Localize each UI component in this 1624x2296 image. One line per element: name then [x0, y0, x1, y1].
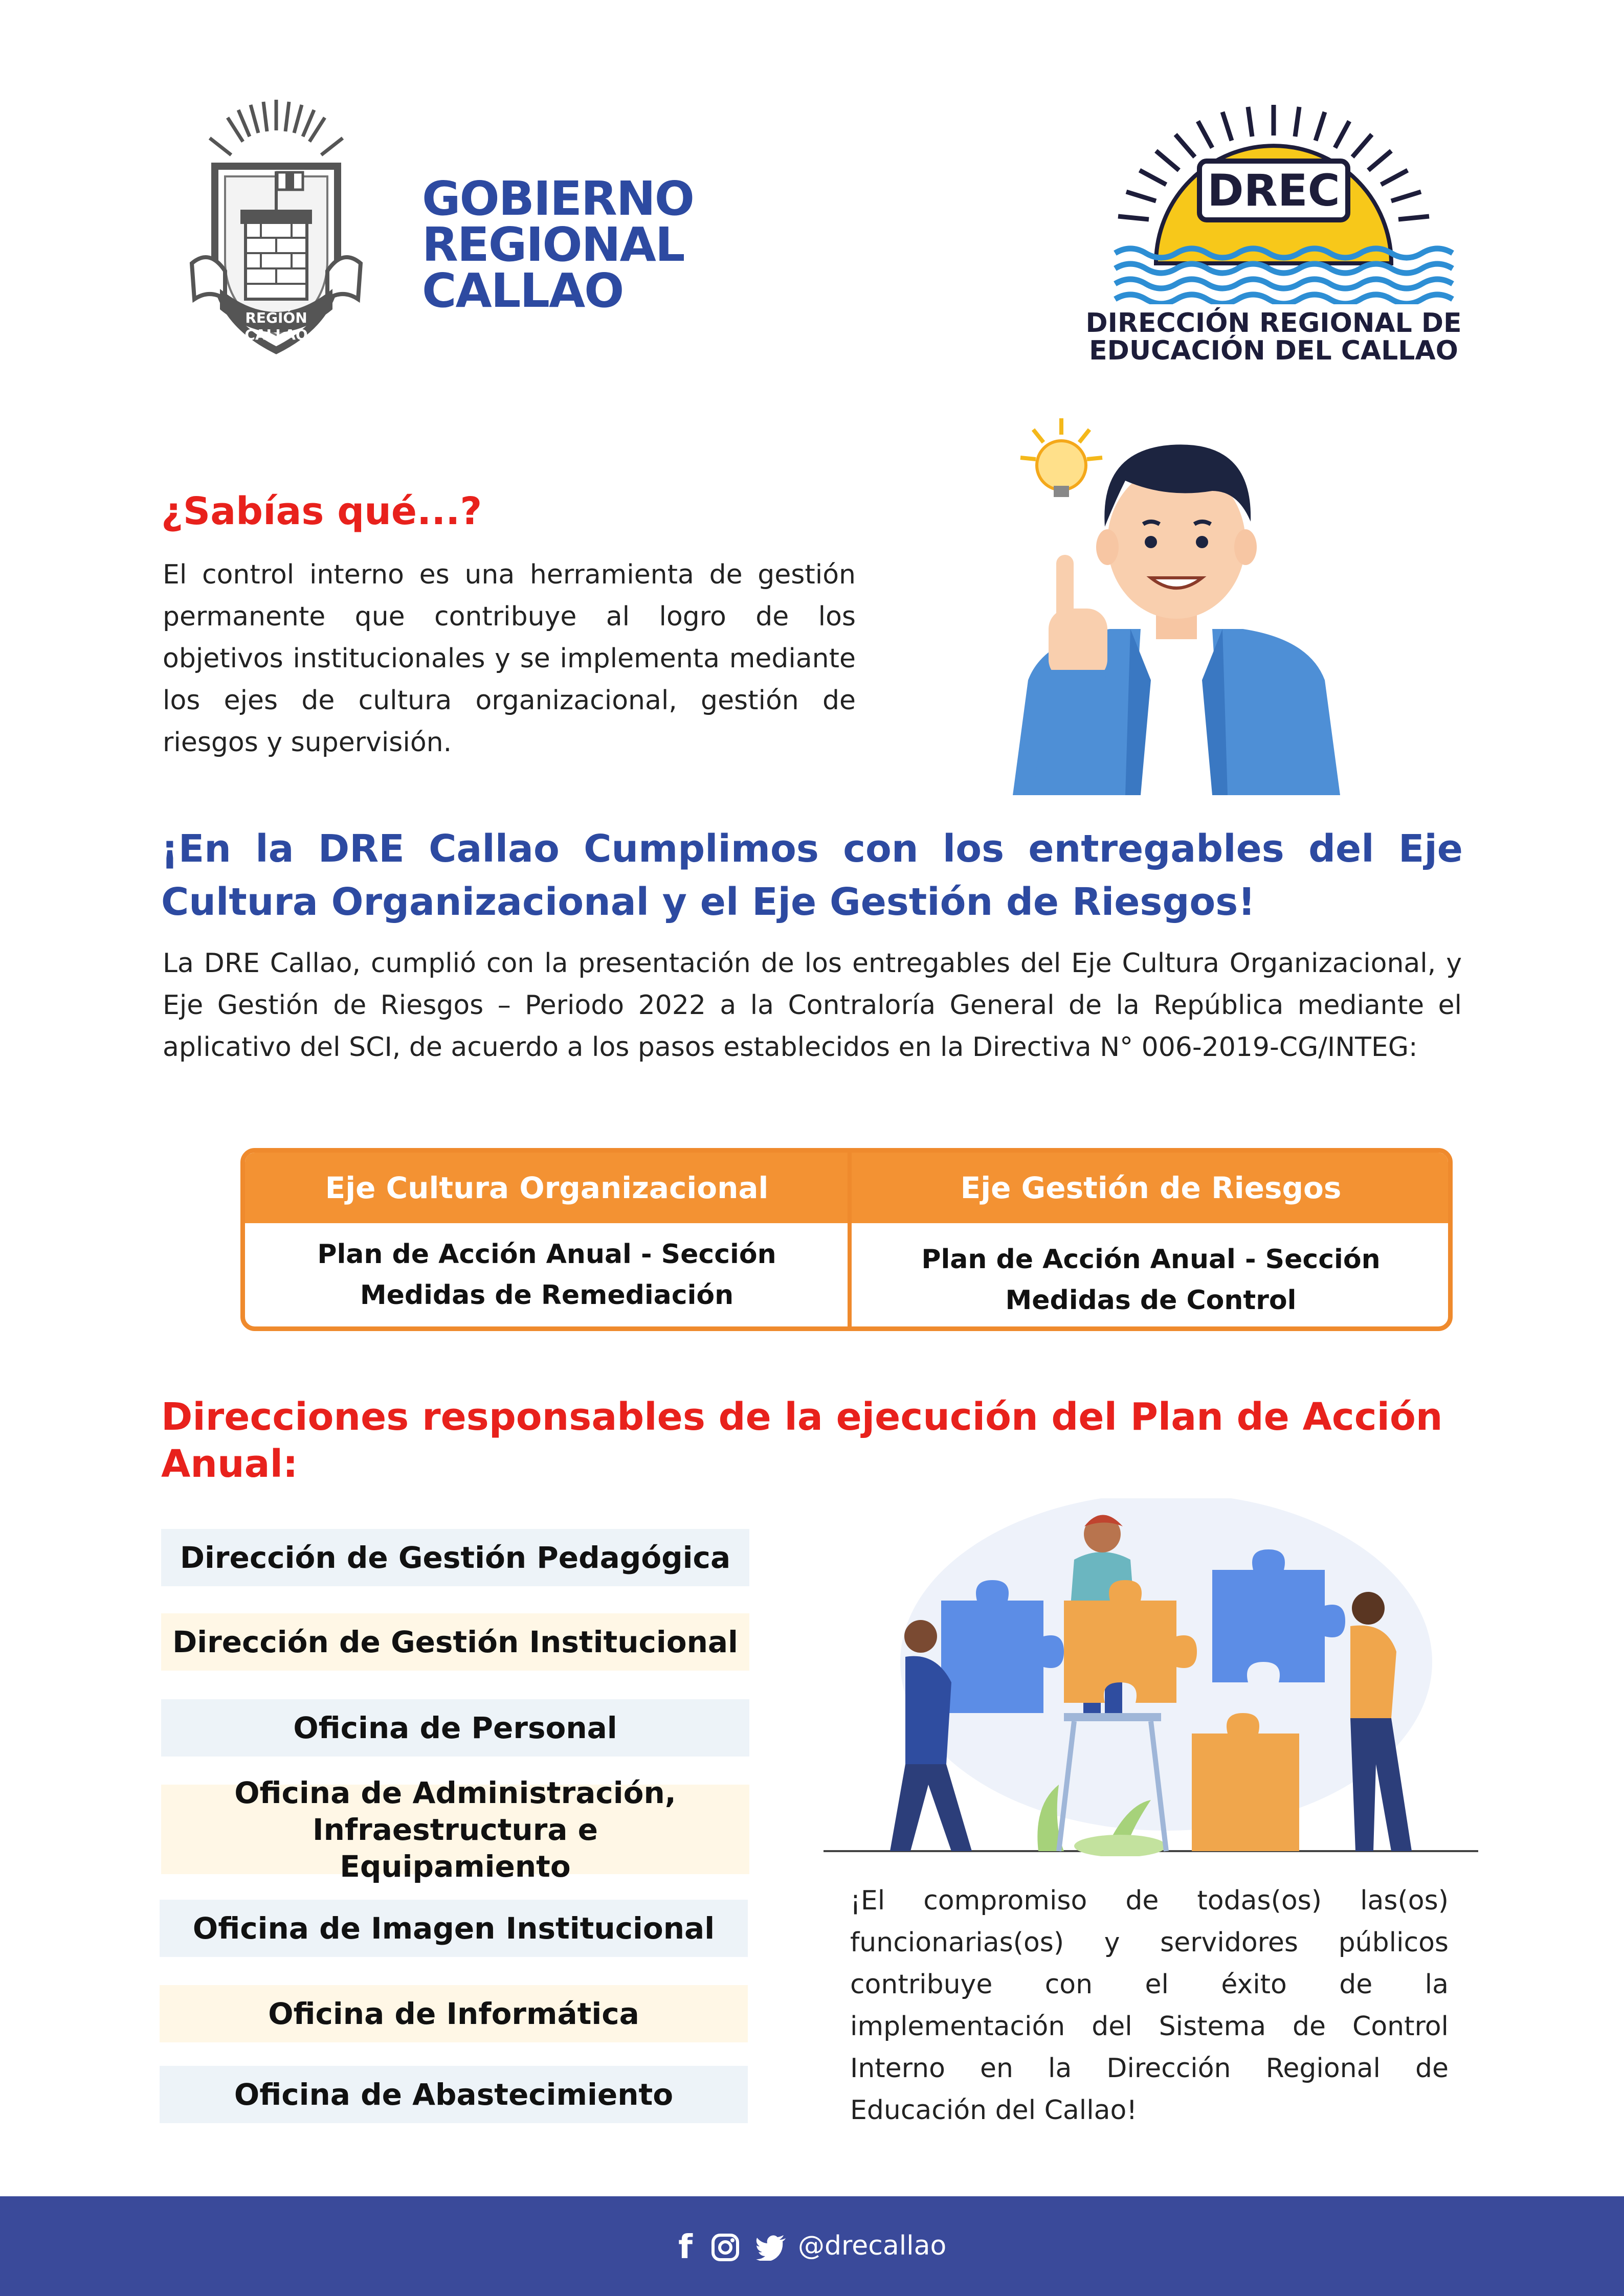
gobierno-line-3: CALLAO — [422, 263, 624, 318]
drec-name-line-1: DIRECCIÓN REGIONAL DE — [1085, 308, 1462, 339]
direccion-item-administracion — [161, 1775, 749, 1884]
drec-name-line-2: EDUCACIÓN DEL CALLAO — [1089, 335, 1458, 366]
gobierno-regional-logo — [189, 95, 694, 366]
instagram-icon[interactable] — [711, 2233, 740, 2262]
crest-ribbon-text: REGIÓN CALLAO — [244, 309, 308, 343]
direcciones-title: Direcciones responsables de la ejecución del Plan de Acción Anual: — [161, 1395, 1443, 1486]
table-header-cultura: Eje Cultura Organizacional — [245, 1153, 849, 1223]
direccion-item-pedagogica: Dirección de Gestión Pedagógica — [161, 1529, 749, 1586]
sabias-title: ¿Sabías qué...? — [161, 489, 482, 533]
direccion-item-institucional: Dirección de Gestión Institucional — [161, 1613, 749, 1671]
drec-badge-text: DREC — [1207, 165, 1340, 216]
table-cell-cultura-line2: Medidas de Remediación — [360, 1280, 734, 1311]
footer-bar — [0, 2196, 1624, 2296]
table-cell-cultura-line1: Plan de Acción Anual - Sección — [317, 1239, 776, 1270]
direccion-item-imagen: Oficina de Imagen Institucional — [160, 1900, 748, 1957]
drec-logo — [1069, 100, 1478, 371]
social-handle[interactable]: @drecallao — [798, 2231, 947, 2261]
direccion-item-informatica: Oficina de Informática — [160, 1985, 748, 2042]
direccion-item-administracion-label: Oficina de Administración, Infraestructura e Equipamiento — [234, 1775, 676, 1884]
puzzle-team-illustration-icon — [818, 1498, 1478, 1856]
facebook-icon[interactable]: f — [678, 2229, 693, 2266]
compromiso-body: ¡El compromiso de todas(os) las(os) funcionarias(os) y servidores públicos contribuye con el éxito de la implementación del Sistema de Control Interno en la Dirección Regional de Educación del Callao! — [850, 1885, 1449, 2126]
cumplimos-body: La DRE Callao, cumplió con la presentación de los entregables del Eje Cultura Organizacional, y Eje Gestión de Riesgos – Periodo 2022 a la Contraloría General de la República mediante el aplicativo del SCI, de acuerdo a los pasos establecidos en la Directiva N° 006-2019-CG/INTEG: — [163, 948, 1462, 1063]
gobierno-line-2: REGIONAL — [422, 217, 684, 272]
idea-man-illustration-icon — [1013, 414, 1340, 795]
gobierno-line-1: GOBIERNO — [422, 171, 694, 226]
direccion-item-abastecimiento: Oficina de Abastecimiento — [160, 2066, 748, 2123]
direccion-item-personal: Oficina de Personal — [161, 1699, 749, 1757]
sabias-body: El control interno es una herramienta de gestión permanente que contribuye al logro de los objetivos institucionales y se implementa mediante los ejes de cultura organizacional, gestión de riesgos y supervisión. — [163, 559, 856, 758]
entregables-table — [240, 1148, 1453, 1331]
table-cell-cultura — [245, 1223, 849, 1326]
twitter-icon[interactable] — [756, 2235, 787, 2261]
table-cell-riesgos-line1: Plan de Acción Anual - Sección — [921, 1244, 1381, 1275]
table-header-riesgos: Eje Gestión de Riesgos — [852, 1153, 1450, 1223]
table-cell-riesgos-line2: Medidas de Control — [1005, 1285, 1297, 1316]
cumplimos-title: ¡En la DRE Callao Cumplimos con los entregables del Eje Cultura Organizacional y el Eje Gestión de Riesgos! — [161, 827, 1463, 924]
table-cell-riesgos — [852, 1228, 1450, 1331]
